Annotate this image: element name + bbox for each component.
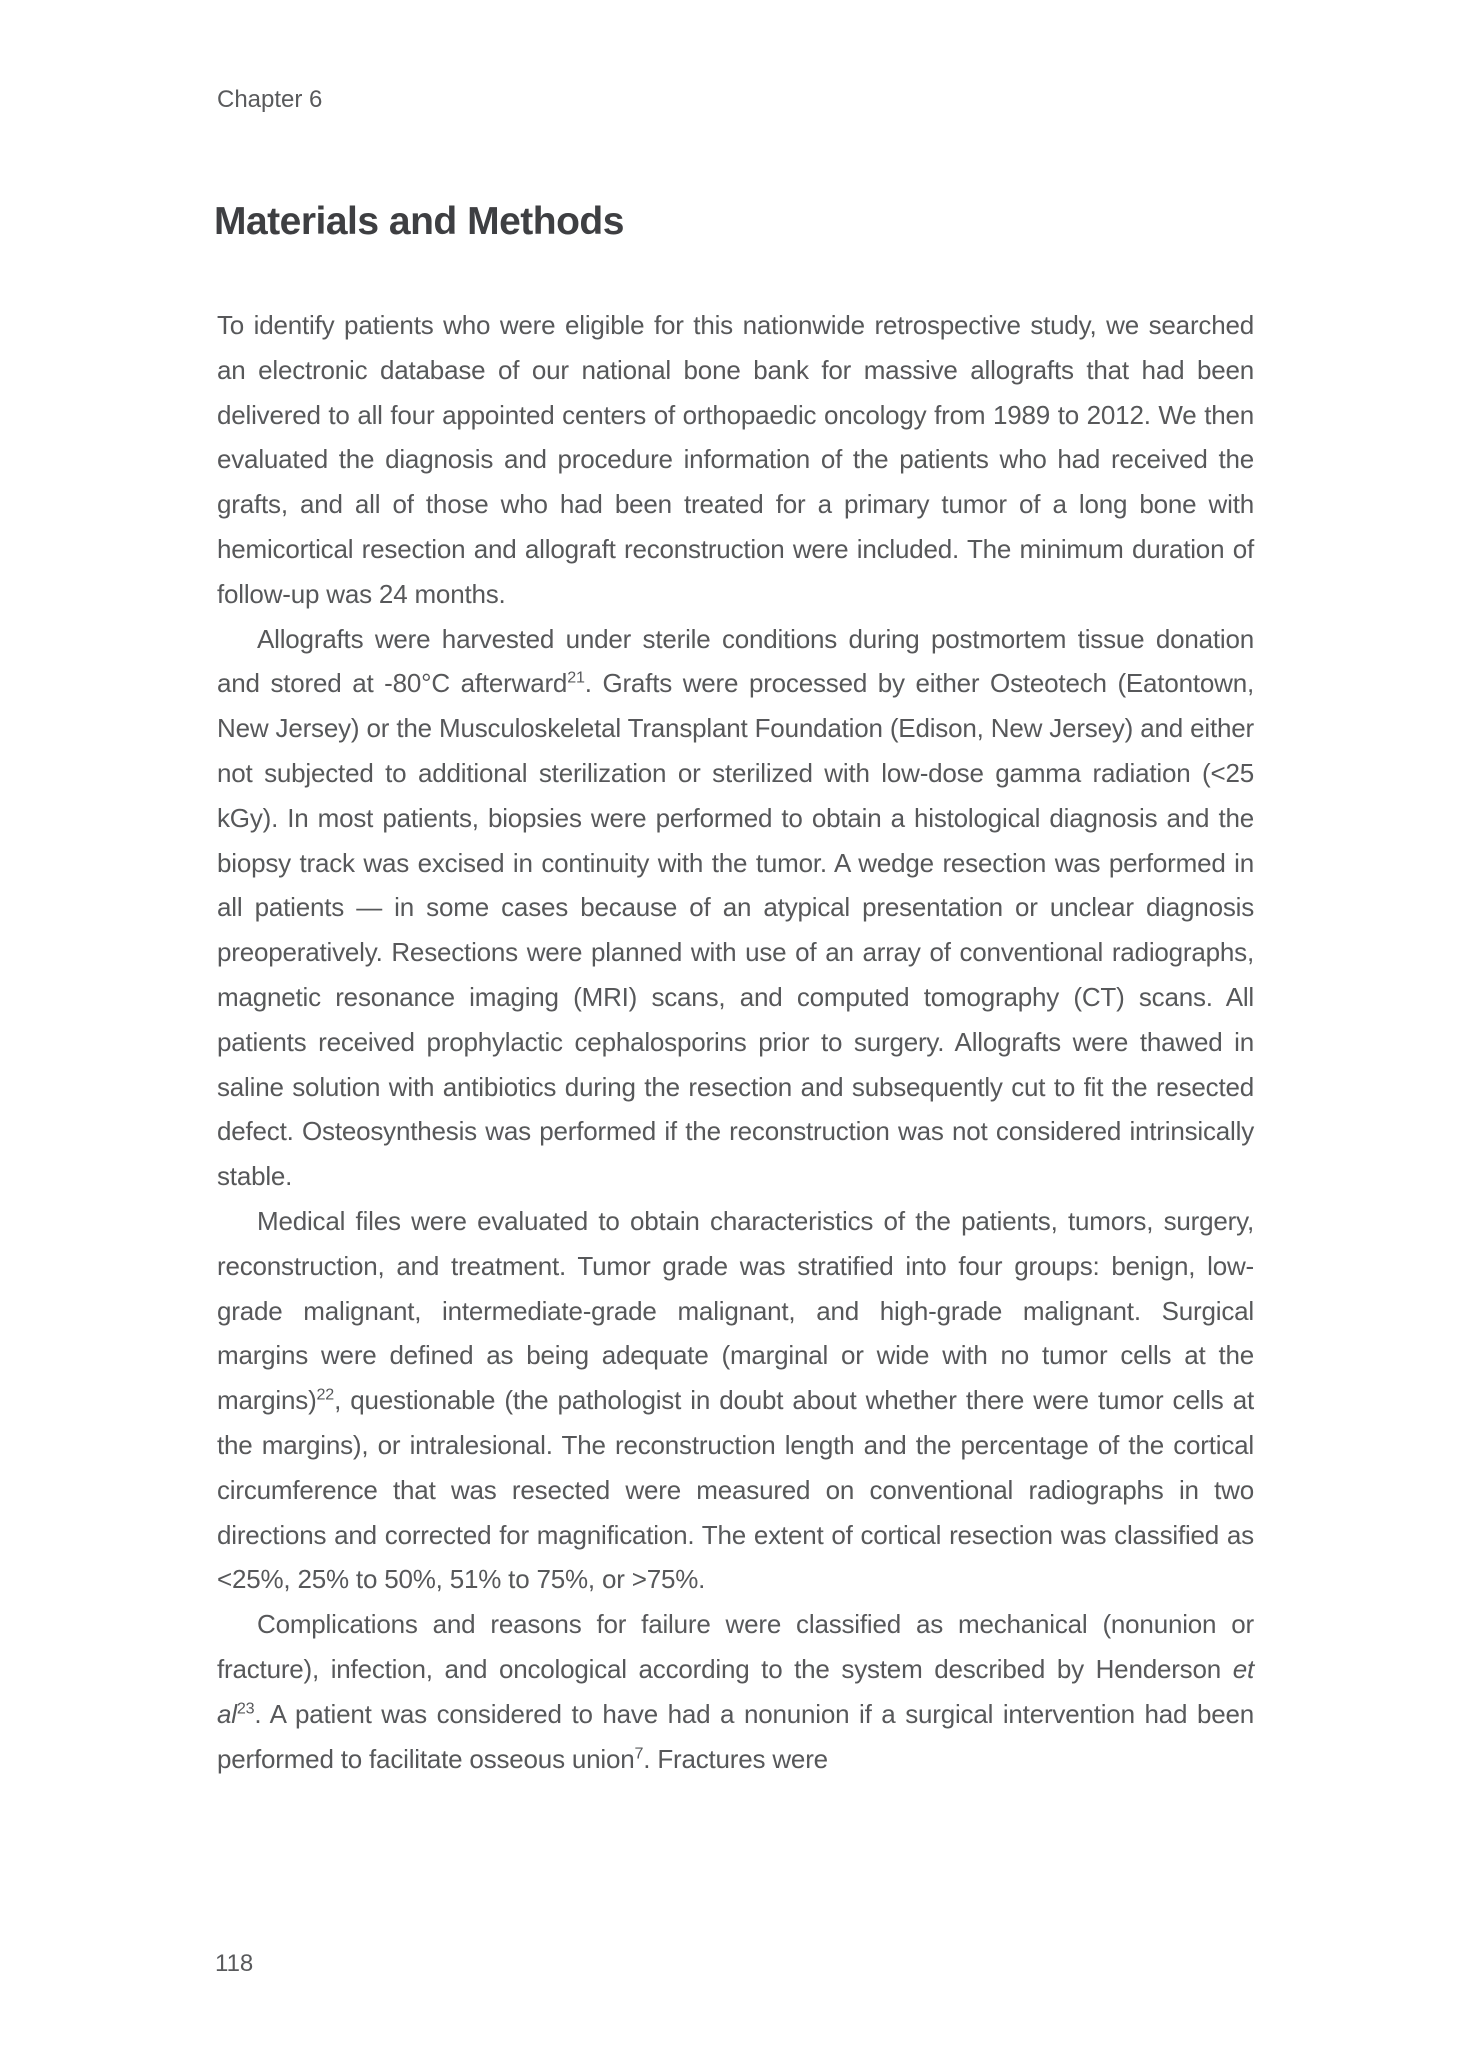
superscript-reference: 7: [634, 1743, 644, 1762]
running-header: Chapter 6: [217, 86, 323, 113]
paragraph: [217, 1199, 1254, 1602]
text-segment: Complications and reasons for failure were classified as mechanical (nonunion or fracture), infection, and oncological according to the system described by Henderson: [217, 1609, 1254, 1684]
text-segment: , questionable (the pathologist in doubt about whether there were tumor cells at the margins), or intralesional. The reconstruction length and the percentage of the cortical circumference that was resected were measured on conventional radiographs in two directions and corrected for magnification. The extent of cortical resection was classified as <25%, 25% to 50%, 51% to 75%, or >75%.: [217, 1385, 1254, 1595]
text-segment: Medical files were evaluated to obtain characteristics of the patients, tumors, surgery, reconstruction, and treatment. Tumor grade was stratified into four groups: benign, low-grade malignant, intermediate-grade malignant, and high-grade malignant. Surgical margins were defined as being adequate (marginal or wide with no tumor cells at the margins): [217, 1205, 1254, 1416]
body-text: [217, 303, 1254, 1781]
section-heading: Materials and Methods: [214, 200, 624, 243]
superscript-reference: 22: [316, 1385, 335, 1404]
text-segment: To identify patients who were eligible for this nationwide retrospective study, we searched an electronic database of our national bone bank for massive allografts that had been delivered to all four appointed centers of orthopaedic oncology from 1989 to 2012. We then evaluated the diagnosis and procedure information of the patients who had received the grafts, and all of those who had been treated for a primary tumor of a long bone with hemicortical resection and allograft reconstruction were included. The minimum duration of follow-up was 24 months.: [217, 310, 1254, 609]
superscript-reference: 23: [236, 1699, 255, 1718]
italic-text: et al: [217, 1653, 1254, 1729]
paragraph: [217, 303, 1254, 617]
text-segment: . A patient was considered to have had a nonunion if a surgical intervention had been performed to facilitate osseous union: [217, 1698, 1254, 1774]
paragraph: [217, 617, 1254, 1199]
paragraph: [217, 1602, 1254, 1781]
text-segment: . Grafts were processed by either Osteotech (Eatontown, New Jersey) or the Musculoskeletal Transplant Foundation (Edison, New Jersey) and either not subjected to additional sterilization or sterilized with low-dose gamma radiation (<25 kGy). In most patients, biopsies were performed to obtain a histological diagnosis and the biopsy track was excised in continuity with the tumor. A wedge resection was performed in all patients — in some cases because of an atypical presentation or unclear diagnosis preoperatively. Resections were planned with use of an array of conventional radiographs, magnetic resonance imaging (MRI) scans, and computed tomography (CT) scans. All patients received prophylactic cephalosporins prior to surgery. Allografts were thawed in saline solution with antibiotics during the resection and subsequently cut to fit the resected defect. Osteosynthesis was performed if the reconstruction was not considered intrinsically stable.: [217, 668, 1254, 1192]
page-number: 118: [215, 1950, 254, 1977]
superscript-reference: 21: [567, 668, 585, 687]
text-segment: . Fractures were: [643, 1743, 828, 1774]
text-segment: Allografts were harvested under sterile conditions during postmortem tissue donation and stored at -80°C afterward: [217, 623, 1254, 699]
